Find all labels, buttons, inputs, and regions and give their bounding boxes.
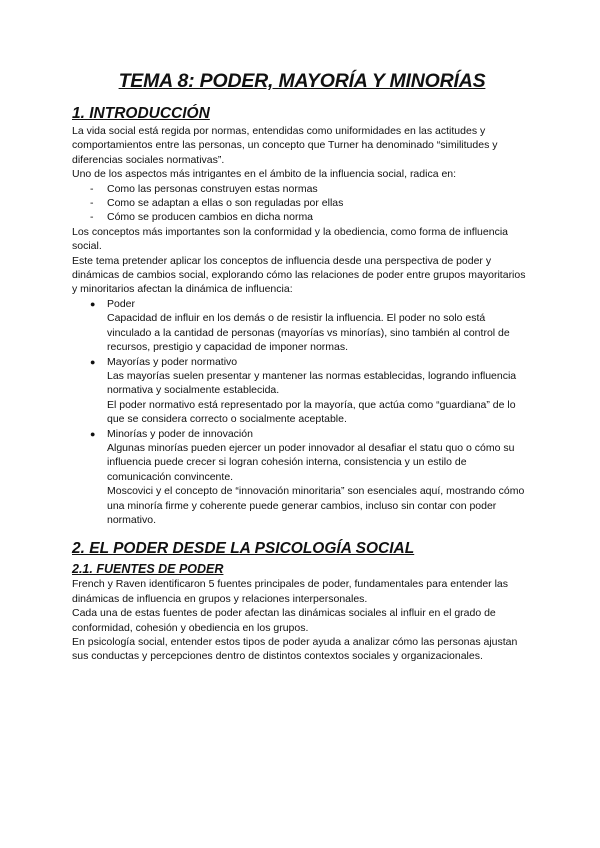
section-2-paragraph-3: En psicología social, entender estos tipos de poder ayuda a analizar cómo las personas ajustan sus conductas y percepciones dentro de distintos contextos sociales y organizacionales. (72, 636, 518, 663)
bullet-label: Poder (107, 297, 136, 310)
subsection-2-1-heading: 2.1. FUENTES DE PODER (72, 562, 224, 577)
section-1-paragraph-1: La vida social está regida por normas, entendidas como uniformidades en las actitudes y comportamientos entre las personas, un concepto que Turner ha denominado “similitudes y diferencias sociales normativas”. (72, 125, 498, 166)
bullet-item-minorias (72, 427, 532, 528)
dash-list (72, 182, 532, 225)
document-title: TEMA 8: PODER, MAYORÍA Y MINORÍAS (118, 70, 486, 92)
dash-list-item-text: Cómo se producen cambios en dicha norma (107, 211, 314, 224)
dash-marker: - (90, 182, 94, 195)
bullet-body: Moscovici y el concepto de “innovación minoritaria” son esenciales aquí, mostrando cómo una minoría firme y coherente puede generar cambios, incluso sin contar con poder normativo. (107, 485, 525, 526)
bullet-item-mayorias (72, 355, 532, 427)
dash-list-item-text: Como se adaptan a ellas o son reguladas por ellas (107, 197, 344, 210)
bullet-body: El poder normativo está representado por la mayoría, que actúa como “guardiana” de lo que se considera correcto o socialmente aceptable. (107, 398, 516, 426)
section-1-paragraph-3: Los conceptos más importantes son la conformidad y la obediencia, como forma de influencia social. (72, 225, 508, 253)
section-1-paragraph-2: Uno de los aspectos más intrigantes en el ámbito de la influencia social, radica en: (72, 168, 457, 181)
section-1-paragraph-4: Este tema pretender aplicar los conceptos de influencia desde una perspectiva de poder y dinámicas de cambios social, explorando cómo las relaciones de poder entre grupos mayoritarios y minoritarios afectan la dinámica de influencia: (72, 254, 526, 296)
bullet-dot-icon: ● (90, 428, 96, 439)
section-2-heading: 2. EL PODER DESDE LA PSICOLOGÍA SOCIAL (72, 540, 415, 558)
bullet-body: Capacidad de influir en los demás o de resistir la influencia. El poder no solo está vinculado a la cantidad de personas (mayorías vs minorías), sino también al control de recursos, prestigio y capacidad de imponer normas. (107, 312, 510, 354)
document-page (72, 68, 532, 664)
dash-list-item (72, 210, 532, 224)
section-2-paragraph-2: Cada una de estas fuentes de poder afectan las dinámicas sociales al influir en el grado de conformidad, cohesión y obediencia en los grupos. (72, 607, 496, 634)
bullet-dot-icon: ● (90, 356, 96, 367)
dash-marker: - (90, 197, 94, 210)
dash-marker: - (90, 211, 94, 224)
bullet-label: Mayorías y poder normativo (107, 355, 238, 368)
bullet-body: Algunas minorías pueden ejercer un poder innovador al desafiar el statu quo o cómo su influencia puede crecer si logran cohesión interna, consistencia y un estilo de comunicación convincente. (107, 441, 515, 483)
dash-list-item (72, 196, 532, 210)
dash-list-item (72, 182, 532, 196)
dash-list-item-text: Como las personas construyen estas normas (107, 182, 318, 195)
section-1-heading: 1. INTRODUCCIÓN (72, 105, 210, 122)
bullet-body: Las mayorías suelen presentar y mantener las normas establecidas, logrando influencia normativa y socialmente establecida. (107, 369, 517, 397)
section-2-paragraph-1: French y Raven identificaron 5 fuentes principales de poder, fundamentales para entender las dinámicas de influencia en grupos y relaciones interpersonales. (72, 578, 509, 605)
bullet-dot-icon: ● (90, 298, 96, 309)
bullet-list (72, 297, 532, 528)
bullet-label: Minorías y poder de innovación (107, 427, 253, 440)
bullet-item-poder (72, 297, 532, 355)
